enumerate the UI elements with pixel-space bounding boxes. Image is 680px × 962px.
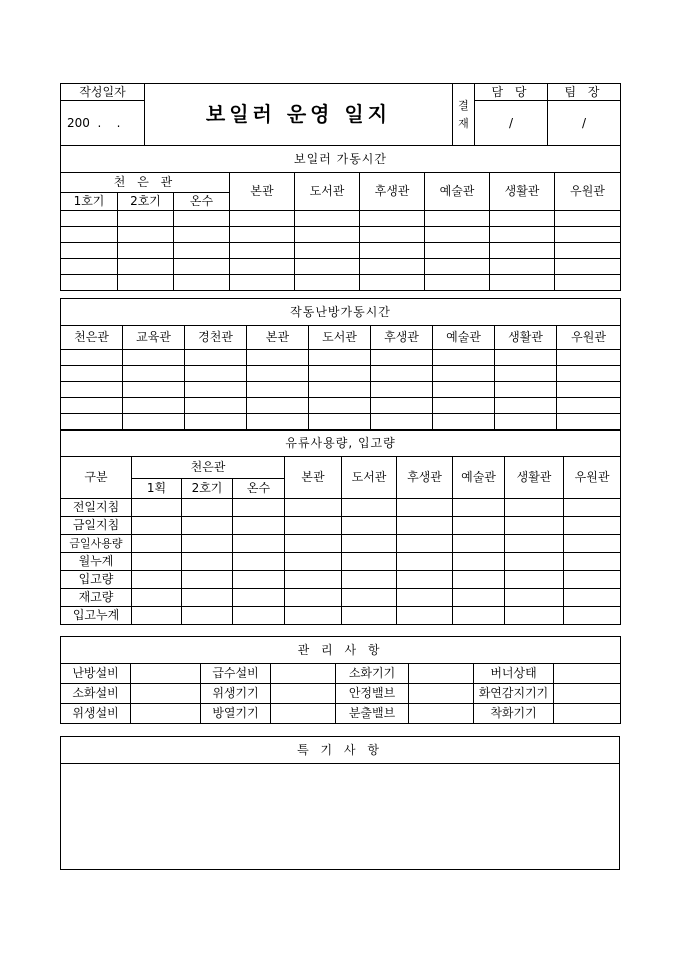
item-label: 착화기기: [474, 704, 554, 724]
column-header: 우원관: [557, 326, 621, 350]
table-row: [61, 259, 621, 275]
table-row: [61, 571, 621, 589]
column-header: 본관: [230, 173, 295, 211]
group-header-cheoneun: 천은관: [132, 457, 285, 479]
row-label: 입고누계: [61, 607, 132, 625]
column-header: 생활관: [495, 326, 557, 350]
table-row: [61, 366, 621, 382]
column-header: 교육관: [123, 326, 185, 350]
special-notes-table: [60, 736, 620, 870]
item-label: 위생설비: [61, 704, 131, 724]
approval-label-top: 결: [458, 98, 469, 112]
section-title-special-notes: 특 기 사 항: [61, 737, 620, 764]
column-header: 본관: [285, 457, 342, 499]
item-label: 분출밸브: [336, 704, 409, 724]
table-row: [61, 517, 621, 535]
management-table: [60, 636, 621, 724]
sub-column-header: 2호기: [118, 193, 174, 211]
row-label: 금일지침: [61, 517, 132, 535]
section-title-fuel: 유류사용량, 입고량: [61, 431, 621, 457]
item-label: 버너상태: [474, 664, 554, 684]
sub-column-header: 1획: [132, 479, 182, 499]
table-row: [61, 243, 621, 259]
table-row: [61, 704, 621, 724]
section-title-heating-hours: 작동난방가동시간: [61, 299, 621, 326]
row-header-label: 구분: [61, 457, 132, 499]
table-row: [61, 684, 621, 704]
table-row: [61, 275, 621, 291]
row-label: 재고량: [61, 589, 132, 607]
table-row: [61, 398, 621, 414]
column-header: 우원관: [564, 457, 621, 499]
item-label: 소화기기: [336, 664, 409, 684]
row-label: 월누계: [61, 553, 132, 571]
sub-column-header: 1호기: [61, 193, 118, 211]
item-label: 화연감지기기: [474, 684, 554, 704]
date-field[interactable]: 200 . .: [61, 101, 145, 146]
approver-manager: 담 당: [475, 84, 548, 101]
boiler-hours-table: [60, 145, 621, 291]
item-label: 위생기기: [201, 684, 271, 704]
column-header: 생활관: [490, 173, 555, 211]
table-row: [61, 211, 621, 227]
column-header: 우원관: [555, 173, 621, 211]
table-row: [61, 607, 621, 625]
column-header: 도서관: [342, 457, 397, 499]
column-header: 경천관: [185, 326, 247, 350]
approver-team-lead: 팀 장: [548, 84, 621, 101]
sign-box-manager[interactable]: /: [475, 101, 548, 146]
fuel-usage-table: [60, 430, 621, 625]
column-header: 예술관: [453, 457, 505, 499]
row-label: 전일지침: [61, 499, 132, 517]
item-label: 난방설비: [61, 664, 131, 684]
column-header: 예술관: [433, 326, 495, 350]
row-label: 금일사용량: [61, 535, 132, 553]
date-label: 작성일자: [61, 84, 145, 101]
column-header: 후생관: [360, 173, 425, 211]
table-row: [61, 414, 621, 430]
approval-label-bottom: 재: [458, 116, 469, 130]
column-header: 후생관: [371, 326, 433, 350]
column-header: 천은관: [61, 326, 123, 350]
table-row: [61, 227, 621, 243]
heating-hours-table: [60, 298, 621, 430]
item-label: 안정밸브: [336, 684, 409, 704]
item-label: 급수설비: [201, 664, 271, 684]
table-row: [61, 664, 621, 684]
header-table: [60, 83, 621, 146]
table-row: [61, 535, 621, 553]
column-header: 도서관: [295, 173, 360, 211]
sub-column-header: 온수: [174, 193, 230, 211]
page-title: 보일러 운영 일지: [145, 84, 453, 146]
sign-box-team-lead[interactable]: /: [548, 101, 621, 146]
approval-label: [453, 84, 475, 146]
row-label: 입고량: [61, 571, 132, 589]
sub-column-header: 2호기: [182, 479, 233, 499]
table-row: [61, 382, 621, 398]
table-row: [61, 553, 621, 571]
column-header: 후생관: [397, 457, 453, 499]
table-row: [61, 589, 621, 607]
column-header: 예술관: [425, 173, 490, 211]
item-label: 방열기기: [201, 704, 271, 724]
column-header: 도서관: [309, 326, 371, 350]
section-title-boiler-hours: 보일러 가동시간: [61, 146, 621, 173]
table-row: [61, 499, 621, 517]
group-header-cheoneun: 천 은 관: [61, 173, 230, 193]
item-label: 소화설비: [61, 684, 131, 704]
special-notes-area[interactable]: [61, 764, 620, 870]
table-row: [61, 350, 621, 366]
column-header: 본관: [247, 326, 309, 350]
column-header: 생활관: [505, 457, 564, 499]
sub-column-header: 온수: [233, 479, 285, 499]
section-title-management: 관 리 사 항: [61, 637, 621, 664]
